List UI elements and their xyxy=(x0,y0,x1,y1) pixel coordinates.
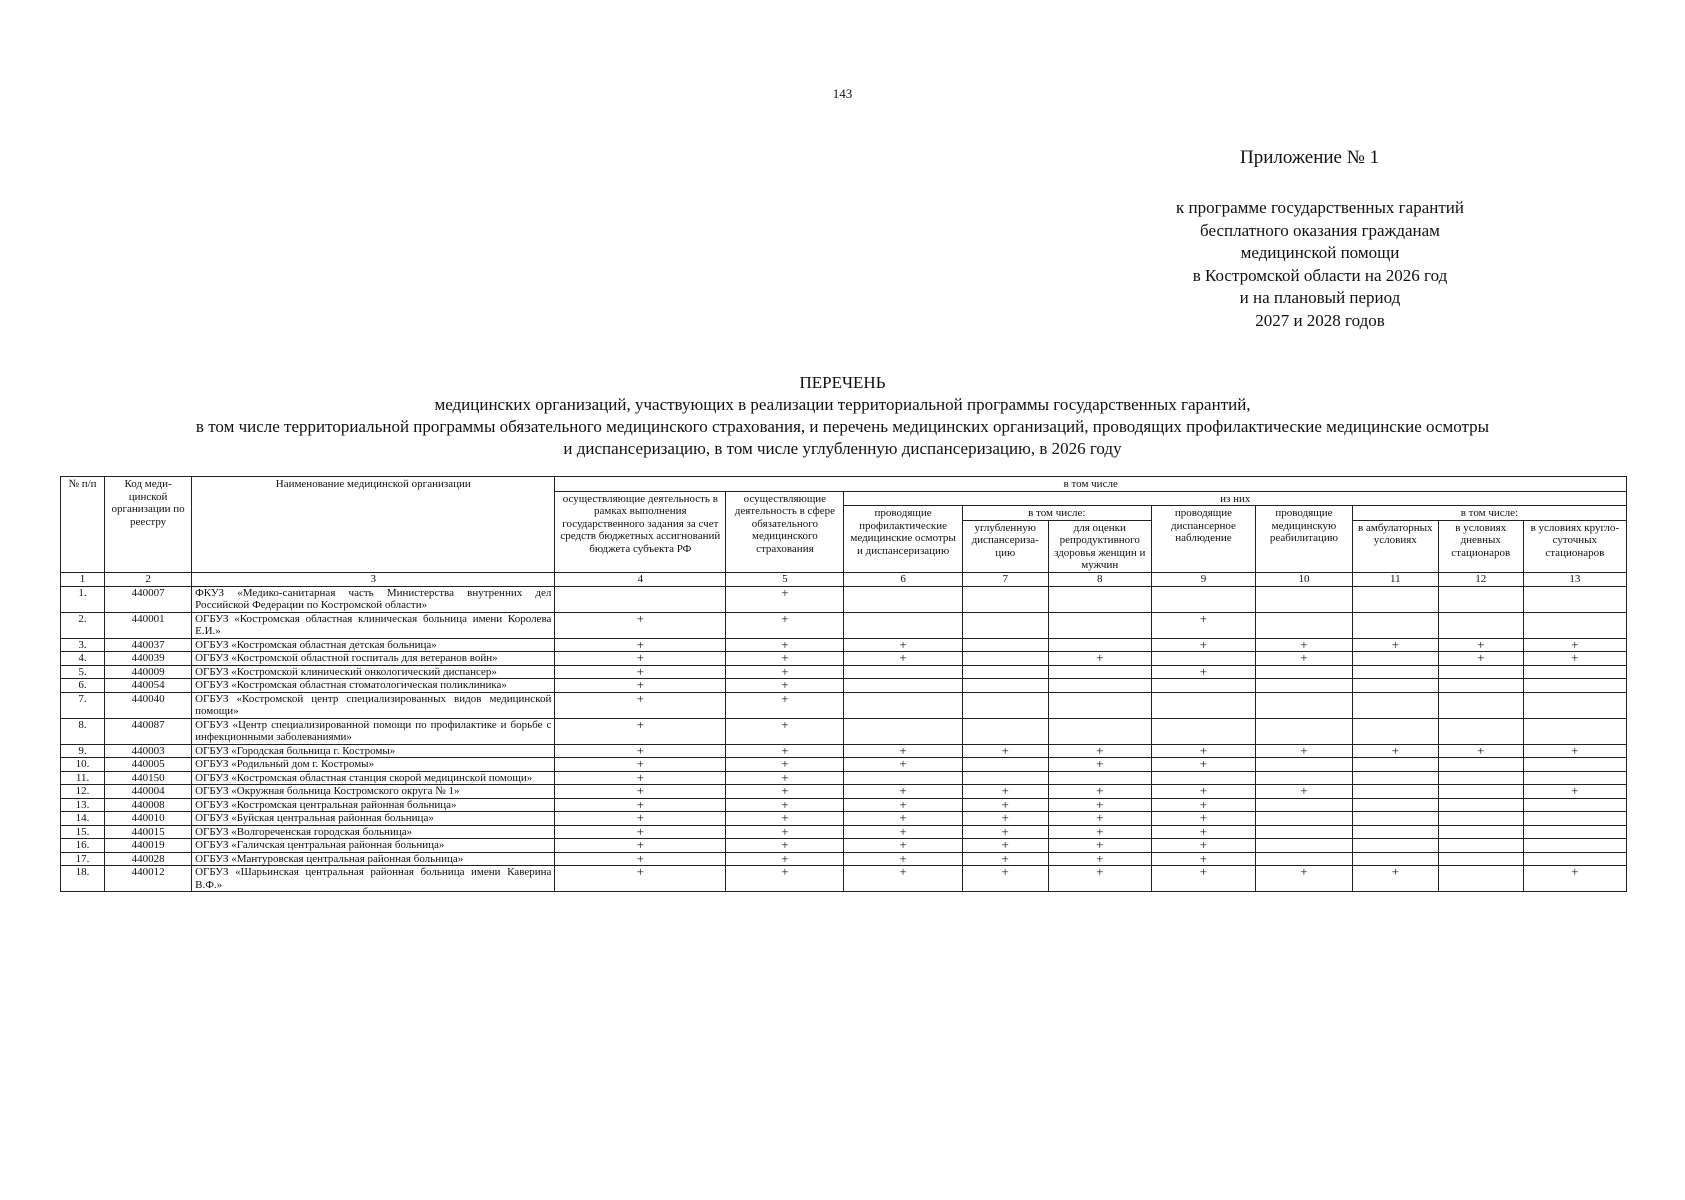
row-mark: + xyxy=(844,812,962,826)
row-mark: + xyxy=(1352,744,1438,758)
row-mark xyxy=(962,652,1048,666)
row-code: 440015 xyxy=(105,825,192,839)
row-mark xyxy=(1256,692,1353,718)
row-code: 440001 xyxy=(105,612,192,638)
row-mark: + xyxy=(1523,785,1626,799)
row-mark xyxy=(1048,679,1151,693)
organizations-table xyxy=(60,476,1627,892)
row-mark: + xyxy=(844,638,962,652)
row-number: 3. xyxy=(61,638,105,652)
row-mark xyxy=(1048,718,1151,744)
row-mark: + xyxy=(962,825,1048,839)
column-number: 4 xyxy=(555,572,726,586)
row-number: 15. xyxy=(61,825,105,839)
header-c11: в амбулаторных условиях xyxy=(1352,520,1438,572)
table-row xyxy=(61,652,1627,666)
row-mark xyxy=(1151,652,1255,666)
row-code: 440019 xyxy=(105,839,192,853)
appendix-line: и на плановый период xyxy=(1239,288,1401,307)
document-title: ПЕРЕЧЕНЬ xyxy=(799,373,886,392)
row-mark xyxy=(1352,665,1438,679)
row-mark xyxy=(555,586,726,612)
row-mark: + xyxy=(1048,866,1151,892)
row-mark: + xyxy=(1151,744,1255,758)
row-mark xyxy=(1438,692,1523,718)
row-mark: + xyxy=(1438,652,1523,666)
row-mark: + xyxy=(726,825,844,839)
row-org-name: ОГБУЗ «Костромской центр специализированных видов медицинской помощи» xyxy=(192,692,555,718)
row-org-name: ОГБУЗ «Костромская областная стоматологическая поликлиника» xyxy=(192,679,555,693)
row-mark: + xyxy=(1151,612,1255,638)
header-c12: в условиях дневных стационаров xyxy=(1438,520,1523,572)
row-mark xyxy=(1048,586,1151,612)
appendix-line: в Костромской области на 2026 год xyxy=(1192,265,1448,285)
row-code: 440012 xyxy=(105,866,192,892)
row-mark xyxy=(1352,718,1438,744)
row-mark: + xyxy=(1256,744,1353,758)
row-mark: + xyxy=(1048,758,1151,772)
row-mark xyxy=(962,692,1048,718)
row-mark xyxy=(1256,798,1353,812)
row-mark xyxy=(1352,758,1438,772)
row-mark xyxy=(1523,692,1626,718)
row-mark xyxy=(1438,825,1523,839)
row-mark xyxy=(1523,612,1626,638)
row-mark: + xyxy=(1352,638,1438,652)
row-mark: + xyxy=(1151,825,1255,839)
row-org-name: ОГБУЗ «Костромская областная клиническая больница имени Королева Е.И.» xyxy=(192,612,555,638)
row-code: 440087 xyxy=(105,718,192,744)
column-number: 2 xyxy=(105,572,192,586)
row-mark xyxy=(962,586,1048,612)
row-mark: + xyxy=(962,839,1048,853)
row-mark: + xyxy=(844,758,962,772)
row-number: 18. xyxy=(61,866,105,892)
row-number: 12. xyxy=(61,785,105,799)
row-mark: + xyxy=(1151,638,1255,652)
row-mark xyxy=(1352,692,1438,718)
appendix-line: бесплатного оказания гражданам xyxy=(1200,220,1440,240)
table-row xyxy=(61,692,1627,718)
heading-line: медицинских организаций, участвующих в реализации территориальной программы государственных гарантий, xyxy=(434,395,1251,414)
row-mark: + xyxy=(555,798,726,812)
row-mark: + xyxy=(1523,744,1626,758)
row-mark xyxy=(1048,692,1151,718)
row-mark: + xyxy=(555,612,726,638)
row-mark: + xyxy=(726,812,844,826)
row-org-name: ОГБУЗ «Мантуровская центральная районная больница» xyxy=(192,852,555,866)
row-number: 1. xyxy=(61,586,105,612)
row-mark: + xyxy=(555,665,726,679)
row-mark: + xyxy=(555,866,726,892)
row-org-name: ОГБУЗ «Костромской областной госпиталь для ветеранов войн» xyxy=(192,652,555,666)
row-mark xyxy=(962,718,1048,744)
row-mark: + xyxy=(1523,652,1626,666)
table-row xyxy=(61,586,1627,612)
row-mark xyxy=(1256,812,1353,826)
table-row xyxy=(61,744,1627,758)
row-mark xyxy=(1352,839,1438,853)
column-number: 7 xyxy=(962,572,1048,586)
row-code: 440054 xyxy=(105,679,192,693)
row-number: 9. xyxy=(61,744,105,758)
row-mark: + xyxy=(844,825,962,839)
row-code: 440008 xyxy=(105,798,192,812)
row-mark: + xyxy=(726,744,844,758)
table-row xyxy=(61,718,1627,744)
table-row xyxy=(61,812,1627,826)
row-mark xyxy=(1523,839,1626,853)
row-mark xyxy=(1352,652,1438,666)
row-mark xyxy=(1523,825,1626,839)
row-mark xyxy=(1438,679,1523,693)
row-mark xyxy=(1438,586,1523,612)
row-mark: + xyxy=(555,652,726,666)
row-org-name: ФКУЗ «Медико-санитарная часть Министерства внутренних дел Российской Федерации по Костромской области» xyxy=(192,586,555,612)
row-mark xyxy=(1352,798,1438,812)
row-org-name: ОГБУЗ «Волгореченская городская больница» xyxy=(192,825,555,839)
row-mark xyxy=(1352,586,1438,612)
row-code: 440004 xyxy=(105,785,192,799)
row-mark: + xyxy=(726,665,844,679)
row-mark: + xyxy=(1256,638,1353,652)
row-mark xyxy=(1438,758,1523,772)
row-mark xyxy=(1256,612,1353,638)
header-c4: осуществляющие деятельность в рамках выполнения государственного задания за счет средств бюджетных ассигнований бюджета субъекта РФ xyxy=(555,491,726,572)
column-number: 8 xyxy=(1048,572,1151,586)
row-mark: + xyxy=(555,679,726,693)
row-mark xyxy=(962,665,1048,679)
row-code: 440007 xyxy=(105,586,192,612)
row-mark: + xyxy=(726,798,844,812)
table-row xyxy=(61,679,1627,693)
row-mark xyxy=(1352,812,1438,826)
row-mark: + xyxy=(555,638,726,652)
table-row xyxy=(61,758,1627,772)
row-mark: + xyxy=(1151,812,1255,826)
row-mark: + xyxy=(726,652,844,666)
column-number: 6 xyxy=(844,572,962,586)
row-mark: + xyxy=(1523,638,1626,652)
row-mark: + xyxy=(844,652,962,666)
row-mark xyxy=(1151,679,1255,693)
appendix-subtitle xyxy=(1100,197,1540,332)
table-body xyxy=(61,586,1627,892)
row-mark xyxy=(1438,665,1523,679)
row-org-name: ОГБУЗ «Шарьинская центральная районная больница имени Каверина В.Ф.» xyxy=(192,866,555,892)
appendix-line: к программе государственных гарантий xyxy=(1176,198,1464,217)
table-row xyxy=(61,839,1627,853)
column-number: 13 xyxy=(1523,572,1626,586)
header-c10: проводящие медицинскую реабилитацию xyxy=(1256,506,1353,573)
row-mark: + xyxy=(726,771,844,785)
appendix-line: медицинской помощи xyxy=(1240,243,1400,262)
row-mark xyxy=(1256,718,1353,744)
row-mark xyxy=(844,718,962,744)
header-iz-nih: из них xyxy=(844,491,1627,506)
row-mark xyxy=(1151,586,1255,612)
row-mark xyxy=(1256,665,1353,679)
row-mark xyxy=(1523,718,1626,744)
row-number: 6. xyxy=(61,679,105,693)
row-mark xyxy=(844,586,962,612)
row-mark: + xyxy=(1048,812,1151,826)
row-org-name: ОГБУЗ «Костромская центральная районная больница» xyxy=(192,798,555,812)
row-org-name: ОГБУЗ «Окружная больница Костромского округа № 1» xyxy=(192,785,555,799)
row-org-name: ОГБУЗ «Костромская областная детская больница» xyxy=(192,638,555,652)
row-code: 440040 xyxy=(105,692,192,718)
header-v-tom-chisle: в том числе xyxy=(555,477,1627,492)
row-mark: + xyxy=(1151,866,1255,892)
row-mark: + xyxy=(726,852,844,866)
row-mark: + xyxy=(1151,798,1255,812)
appendix-title: Приложение № 1 xyxy=(1240,147,1380,168)
row-number: 2. xyxy=(61,612,105,638)
table-row xyxy=(61,798,1627,812)
row-mark: + xyxy=(962,866,1048,892)
heading-line: в том числе территориальной программы обязательного медицинского страхования, и перечень медицинских организаций, проводящих профилактические медицинские осмотры xyxy=(195,417,1490,436)
row-mark: + xyxy=(962,785,1048,799)
row-org-name: ОГБУЗ «Буйская центральная районная больница» xyxy=(192,812,555,826)
row-code: 440039 xyxy=(105,652,192,666)
table-header xyxy=(61,477,1627,587)
row-mark: + xyxy=(555,839,726,853)
row-mark: + xyxy=(726,692,844,718)
row-number: 13. xyxy=(61,798,105,812)
row-number: 7. xyxy=(61,692,105,718)
header-v-tom-chisle-a: в том числе: xyxy=(962,506,1151,521)
row-mark: + xyxy=(1352,866,1438,892)
row-mark xyxy=(1523,679,1626,693)
row-mark: + xyxy=(844,744,962,758)
row-mark: + xyxy=(962,744,1048,758)
row-mark xyxy=(1438,798,1523,812)
table-row xyxy=(61,638,1627,652)
row-code: 440003 xyxy=(105,744,192,758)
row-mark: + xyxy=(962,852,1048,866)
column-number-row xyxy=(61,572,1627,586)
row-mark xyxy=(1352,679,1438,693)
column-number: 5 xyxy=(726,572,844,586)
header-name: Наименование медицинской организации xyxy=(192,477,555,573)
row-code: 440010 xyxy=(105,812,192,826)
column-number: 1 xyxy=(61,572,105,586)
row-mark xyxy=(962,758,1048,772)
row-code: 440009 xyxy=(105,665,192,679)
header-c5: осуществляющие деятельность в сфере обязательного медицинского страхования xyxy=(726,491,844,572)
row-mark: + xyxy=(726,718,844,744)
row-mark xyxy=(1438,785,1523,799)
row-mark: + xyxy=(726,679,844,693)
column-number: 12 xyxy=(1438,572,1523,586)
row-mark: + xyxy=(1256,866,1353,892)
row-mark: + xyxy=(1151,665,1255,679)
row-mark: + xyxy=(1151,758,1255,772)
row-number: 16. xyxy=(61,839,105,853)
header-c7: углубленную диспансеризацию xyxy=(962,520,1048,572)
row-mark: + xyxy=(1256,785,1353,799)
row-mark: + xyxy=(555,852,726,866)
row-mark xyxy=(1438,771,1523,785)
header-c13: в условиях круглосуточных стационаров xyxy=(1523,520,1626,572)
row-mark: + xyxy=(1438,744,1523,758)
row-mark: + xyxy=(844,866,962,892)
row-mark xyxy=(1438,612,1523,638)
row-mark xyxy=(1256,758,1353,772)
table-row xyxy=(61,866,1627,892)
row-mark xyxy=(962,612,1048,638)
row-org-name: ОГБУЗ «Центр специализированной помощи по профилактике и борьбе с инфекционными заболеваниями» xyxy=(192,718,555,744)
row-mark: + xyxy=(1048,839,1151,853)
row-number: 8. xyxy=(61,718,105,744)
row-org-name: ОГБУЗ «Городская больница г. Костромы» xyxy=(192,744,555,758)
row-mark xyxy=(1352,612,1438,638)
table-row xyxy=(61,785,1627,799)
row-mark xyxy=(1352,771,1438,785)
row-mark: + xyxy=(1048,785,1151,799)
row-mark xyxy=(1151,718,1255,744)
row-mark: + xyxy=(726,758,844,772)
row-mark: + xyxy=(962,798,1048,812)
row-mark: + xyxy=(1048,825,1151,839)
row-mark xyxy=(844,665,962,679)
row-mark: + xyxy=(726,866,844,892)
column-number: 11 xyxy=(1352,572,1438,586)
row-mark xyxy=(844,612,962,638)
row-mark: + xyxy=(555,744,726,758)
row-mark: + xyxy=(1256,652,1353,666)
column-number: 10 xyxy=(1256,572,1353,586)
row-mark: + xyxy=(1048,852,1151,866)
row-number: 11. xyxy=(61,771,105,785)
row-mark xyxy=(1151,692,1255,718)
header-c6: проводящие профилактические медицинские осмотры и диспансеризацию xyxy=(844,506,962,573)
row-code: 440005 xyxy=(105,758,192,772)
row-mark: + xyxy=(1523,866,1626,892)
row-mark: + xyxy=(726,638,844,652)
row-mark: + xyxy=(1048,652,1151,666)
appendix-line: 2027 и 2028 годов xyxy=(1255,310,1385,330)
row-mark: + xyxy=(555,771,726,785)
row-org-name: ОГБУЗ «Родильный дом г. Костромы» xyxy=(192,758,555,772)
row-mark: + xyxy=(844,852,962,866)
header-v-tom-chisle-b: в том числе: xyxy=(1352,506,1626,521)
column-number: 9 xyxy=(1151,572,1255,586)
row-mark: + xyxy=(726,612,844,638)
row-code: 440150 xyxy=(105,771,192,785)
row-mark xyxy=(844,679,962,693)
row-code: 440037 xyxy=(105,638,192,652)
row-mark xyxy=(1438,718,1523,744)
row-mark: + xyxy=(555,812,726,826)
row-number: 5. xyxy=(61,665,105,679)
row-mark xyxy=(1256,679,1353,693)
table-row xyxy=(61,665,1627,679)
page-number: 143 xyxy=(832,86,853,101)
row-mark xyxy=(1048,665,1151,679)
row-mark: + xyxy=(726,785,844,799)
table-row xyxy=(61,771,1627,785)
row-mark: + xyxy=(962,812,1048,826)
header-c9: проводящие диспансерное наблюдение xyxy=(1151,506,1255,573)
row-mark xyxy=(1438,839,1523,853)
row-mark: + xyxy=(1438,638,1523,652)
row-mark: + xyxy=(555,785,726,799)
row-number: 17. xyxy=(61,852,105,866)
row-org-name: ОГБУЗ «Костромская областная станция скорой медицинской помощи» xyxy=(192,771,555,785)
row-mark: + xyxy=(1151,839,1255,853)
row-mark xyxy=(1256,839,1353,853)
row-mark xyxy=(1256,825,1353,839)
row-org-name: ОГБУЗ «Галичская центральная районная больница» xyxy=(192,839,555,853)
row-mark xyxy=(962,679,1048,693)
row-mark xyxy=(1523,758,1626,772)
row-mark xyxy=(1352,825,1438,839)
row-mark: + xyxy=(555,692,726,718)
row-mark: + xyxy=(844,798,962,812)
document-heading xyxy=(0,372,1685,460)
row-mark xyxy=(1523,665,1626,679)
header-c8: для оценки репродуктивного здоровья женщин и мужчин xyxy=(1048,520,1151,572)
row-mark xyxy=(1048,612,1151,638)
row-mark: + xyxy=(844,785,962,799)
row-mark xyxy=(1438,866,1523,892)
row-mark: + xyxy=(726,839,844,853)
row-code: 440028 xyxy=(105,852,192,866)
row-mark xyxy=(1256,586,1353,612)
row-mark: + xyxy=(555,758,726,772)
header-num: № п/п xyxy=(61,477,105,573)
row-mark: + xyxy=(1048,798,1151,812)
row-mark xyxy=(1523,586,1626,612)
row-mark: + xyxy=(555,718,726,744)
row-number: 4. xyxy=(61,652,105,666)
row-mark xyxy=(1523,798,1626,812)
row-mark xyxy=(1523,812,1626,826)
row-mark: + xyxy=(1048,744,1151,758)
row-number: 10. xyxy=(61,758,105,772)
row-org-name: ОГБУЗ «Костромской клинический онкологический диспансер» xyxy=(192,665,555,679)
column-number: 3 xyxy=(192,572,555,586)
table-row xyxy=(61,825,1627,839)
row-mark xyxy=(1438,812,1523,826)
row-mark: + xyxy=(726,586,844,612)
row-mark xyxy=(1438,852,1523,866)
row-mark: + xyxy=(1151,785,1255,799)
heading-line: и диспансеризацию, в том числе углубленную диспансеризацию, в 2026 году xyxy=(563,439,1122,458)
row-mark xyxy=(962,638,1048,652)
row-mark xyxy=(844,692,962,718)
row-mark: + xyxy=(555,825,726,839)
row-number: 14. xyxy=(61,812,105,826)
row-mark: + xyxy=(844,839,962,853)
row-mark xyxy=(1352,785,1438,799)
table-row xyxy=(61,612,1627,638)
row-mark: + xyxy=(1151,852,1255,866)
header-code: Код медицинской организации по реестру xyxy=(105,477,192,573)
